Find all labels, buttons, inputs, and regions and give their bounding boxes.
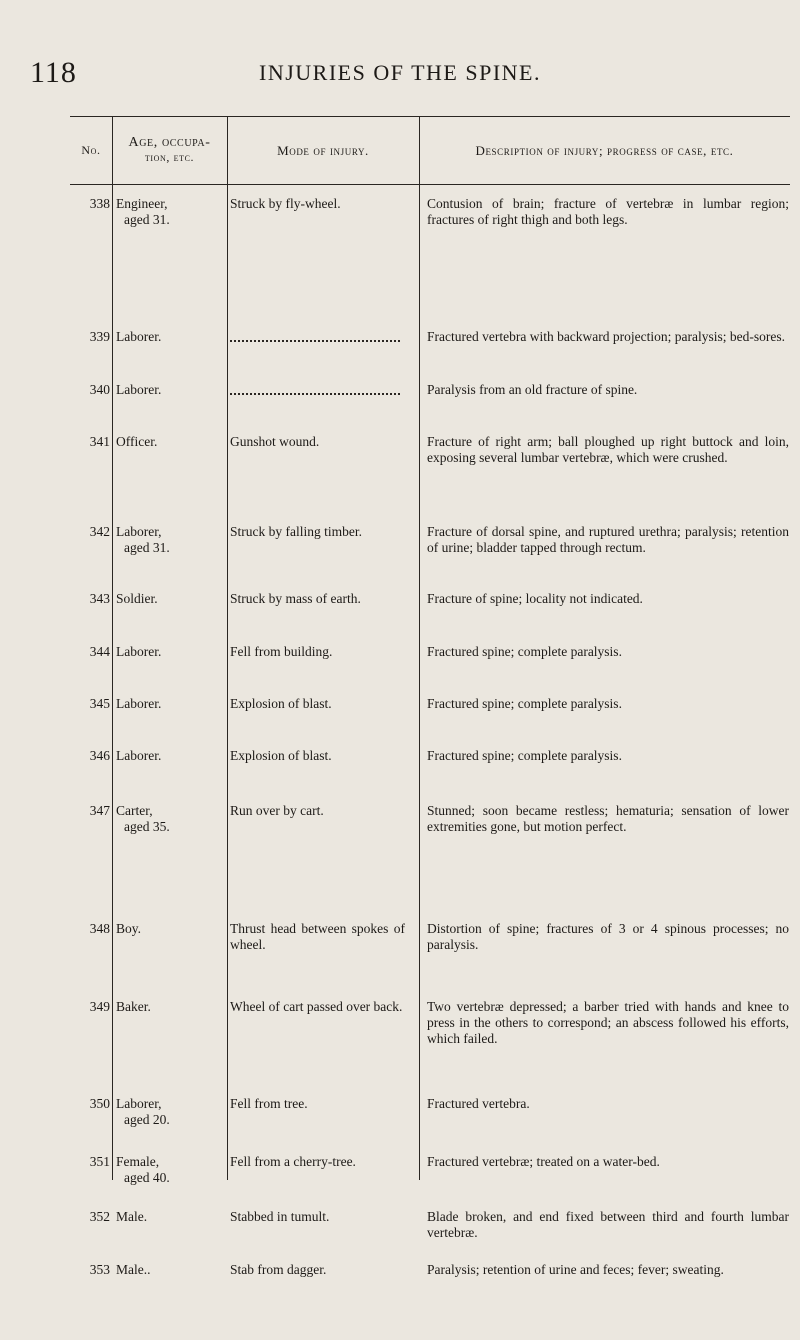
age-occupation-line2: aged 20. [124, 1112, 170, 1127]
injury-description: Fractured spine; complete paralysis. [427, 748, 622, 763]
mode-of-injury: Wheel of cart passed over back. [230, 999, 403, 1014]
age-occupation [116, 434, 194, 450]
mode-of-injury: Explosion of blast. [230, 696, 332, 711]
header-age-line1: Age, occupa- [128, 135, 211, 150]
injury-description: Fractured spine; complete paralysis. [427, 644, 622, 659]
case-number: 350 [89, 1096, 110, 1111]
injury-description: Fractured vertebra with backward projection; paralysis; bed-sores. [427, 329, 785, 344]
case-number: 346 [89, 748, 110, 763]
age-occupation-line1: Engineer, [116, 196, 168, 211]
mode-of-injury: Stabbed in tumult. [230, 1209, 330, 1224]
injury-description: Contusion of brain; fracture of vertebræ in lumbar region; fractures of right thigh and both legs. [427, 196, 789, 227]
age-occupation-line1: Boy. [116, 921, 142, 936]
injury-description: Fractured vertebræ; treated on a water-bed. [427, 1154, 660, 1169]
age-occupation-line1: Soldier. [116, 591, 158, 606]
age-occupation-line2: aged 31. [124, 212, 170, 227]
age-occupation-line1: Male.. [116, 1262, 151, 1277]
age-occupation [116, 524, 194, 556]
case-number: 342 [89, 524, 110, 539]
case-number: 352 [89, 1209, 110, 1224]
mode-of-injury: Struck by mass of earth. [230, 591, 361, 606]
age-occupation-line1: Officer. [116, 434, 158, 449]
case-number: 353 [89, 1262, 110, 1277]
header-rule [70, 184, 790, 185]
mode-of-injury: Fell from building. [230, 644, 333, 659]
header-no [70, 116, 112, 184]
age-occupation [116, 803, 194, 835]
mode-of-injury: Struck by fly-wheel. [230, 196, 341, 211]
injury-description: Stunned; soon became restless; hematuria; sensation of lower extremities gone, but motion perfect. [427, 803, 789, 834]
age-occupation-line1: Female, [116, 1154, 160, 1169]
injury-description: Fractured spine; complete paralysis. [427, 696, 622, 711]
mode-of-injury: Struck by falling timber. [230, 524, 362, 539]
mode-of-injury: Thrust head between spokes of wheel. [230, 921, 405, 952]
header-mode [227, 116, 419, 184]
age-occupation-line2: aged 35. [124, 819, 170, 834]
dotted-leader [230, 393, 400, 395]
case-number: 344 [89, 644, 110, 659]
injury-description: Paralysis from an old fracture of spine. [427, 382, 638, 397]
age-occupation [116, 1209, 194, 1225]
column-divider [227, 116, 228, 1180]
age-occupation-line1: Carter, [116, 803, 153, 818]
age-occupation [116, 696, 194, 712]
age-occupation [116, 382, 194, 398]
age-occupation-line1: Laborer. [116, 696, 162, 711]
age-occupation-line2: aged 31. [124, 540, 170, 555]
dotted-leader [230, 340, 400, 342]
header-description [419, 116, 790, 184]
age-occupation [116, 1154, 194, 1186]
age-occupation-line1: Laborer, [116, 1096, 162, 1111]
age-occupation [116, 999, 194, 1015]
case-number: 347 [89, 803, 110, 818]
age-occupation [116, 748, 194, 764]
age-occupation-line1: Laborer. [116, 382, 162, 397]
age-occupation-line1: Laborer, [116, 524, 162, 539]
age-occupation-line2: aged 40. [124, 1170, 170, 1185]
page-number: 118 [30, 56, 77, 89]
age-occupation [116, 329, 194, 345]
age-occupation [116, 196, 194, 228]
running-title: INJURIES OF THE SPINE. [259, 60, 541, 85]
mode-of-injury: Fell from tree. [230, 1096, 308, 1111]
age-occupation-line1: Laborer. [116, 329, 162, 344]
injury-description: Fracture of spine; locality not indicated. [427, 591, 643, 606]
age-occupation-line1: Laborer. [116, 644, 162, 659]
case-number: 345 [89, 696, 110, 711]
mode-of-injury: Fell from a cherry-tree. [230, 1154, 356, 1169]
header-mode-label: Mode of injury. [277, 142, 369, 158]
column-divider [112, 116, 113, 1180]
injury-description: Two vertebræ depressed; a barber tried with hands and knee to press in the others to correspond; an abscess followed his efforts, which failed. [427, 999, 789, 1046]
case-number: 343 [89, 591, 110, 606]
age-occupation [116, 1262, 194, 1278]
injury-description: Fractured vertebra. [427, 1096, 530, 1111]
header-no-label: No. [81, 142, 101, 157]
age-occupation [116, 921, 194, 937]
mode-of-injury: Stab from dagger. [230, 1262, 327, 1277]
mode-of-injury: Run over by cart. [230, 803, 324, 818]
mode-of-injury: Explosion of blast. [230, 748, 332, 763]
column-divider [419, 116, 420, 1180]
age-occupation-line1: Laborer. [116, 748, 162, 763]
injury-description: Blade broken, and end fixed between third and fourth lumbar vertebræ. [427, 1209, 789, 1240]
case-number: 338 [89, 196, 110, 211]
case-number: 348 [89, 921, 110, 936]
header-age [112, 116, 227, 184]
age-occupation [116, 591, 194, 607]
page-header [0, 56, 800, 96]
injury-description: Distortion of spine; fractures of 3 or 4 spinous processes; no paralysis. [427, 921, 789, 952]
injury-description: Fracture of right arm; ball ploughed up right buttock and loin, exposing several lumbar vertebræ, which were crushed. [427, 434, 789, 465]
case-number: 351 [89, 1154, 110, 1169]
header-description-label: Description of injury; progress of case, etc. [475, 142, 734, 158]
age-occupation-line1: Male. [116, 1209, 148, 1224]
age-occupation [116, 1096, 194, 1128]
mode-of-injury: Gunshot wound. [230, 434, 320, 449]
case-table [70, 116, 796, 1277]
injury-description: Paralysis; retention of urine and feces; fever; sweating. [427, 1262, 724, 1277]
case-number: 339 [89, 329, 110, 344]
case-number: 349 [89, 999, 110, 1014]
age-occupation-line1: Baker. [116, 999, 151, 1014]
case-number: 341 [89, 434, 110, 449]
injury-description: Fracture of dorsal spine, and ruptured urethra; paralysis; retention of urine; bladder tapped through rectum. [427, 524, 789, 555]
case-number: 340 [89, 382, 110, 397]
age-occupation [116, 644, 194, 660]
header-age-line2: tion, etc. [144, 150, 195, 164]
